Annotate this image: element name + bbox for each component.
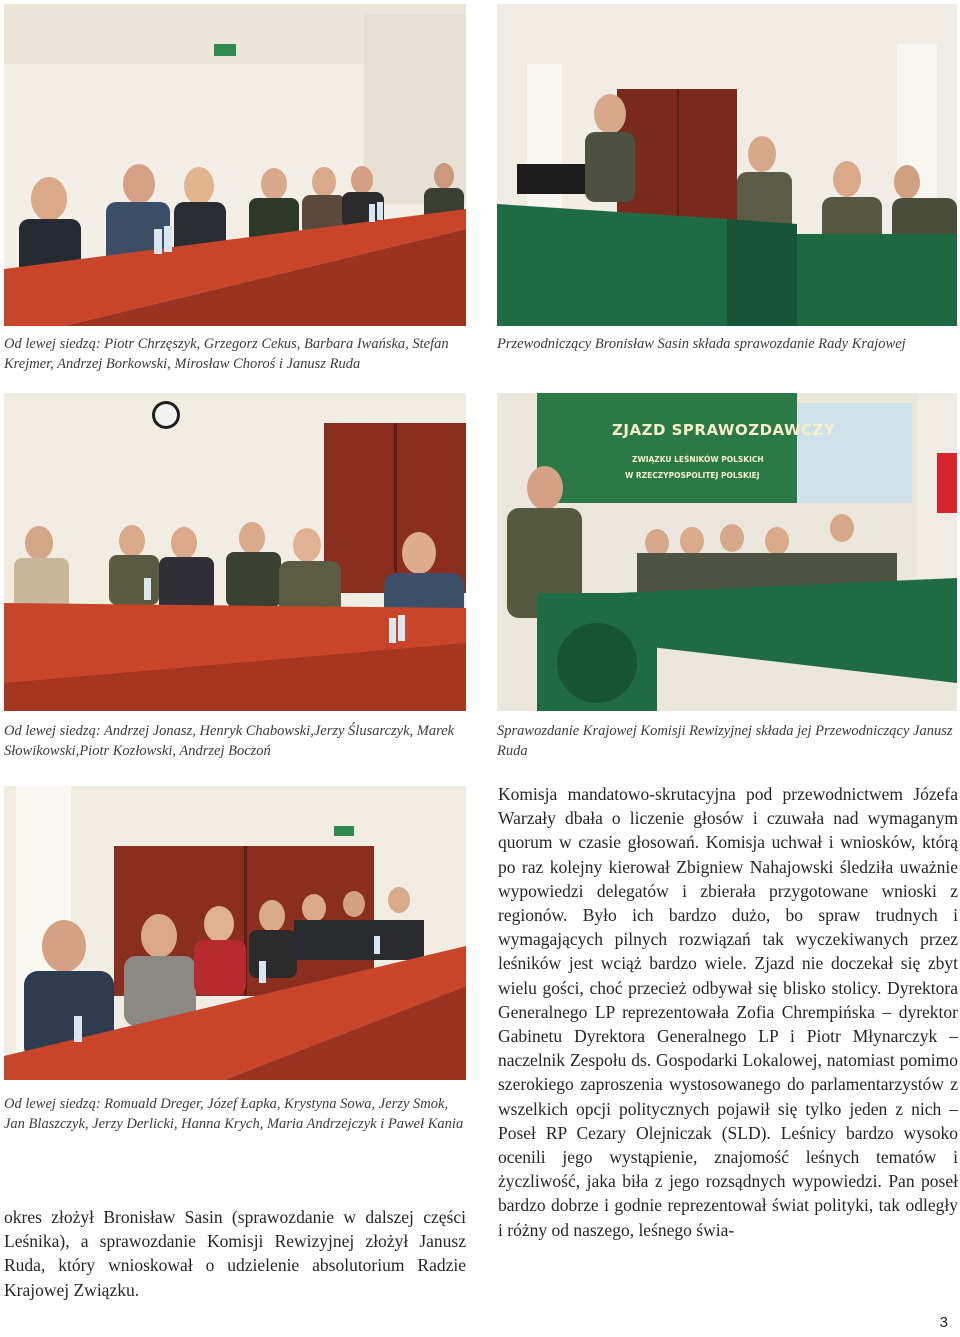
banner-line-2: W RZECZYPOSPOLITEJ POLSKIEJ bbox=[625, 471, 760, 480]
photo-caption: Od lewej siedzą: Piotr Chrzęszyk, Grzegorz Cekus, Barbara Iwańska, Stefan Krejmer, Andrzej Borkowski, Mirosław Choroś i Janusz Ruda bbox=[4, 336, 449, 372]
photo-caption: Od lewej siedzą: Andrzej Jonasz, Henryk Chabowski,Jerzy Ślusarczyk, Marek Słowikowski,Piotr Kozłowski, Andrzej Boczoń bbox=[4, 723, 455, 759]
photo-audit-commission-report bbox=[497, 393, 957, 711]
photo-delegates-row-2 bbox=[4, 393, 466, 711]
photo-chairman-report bbox=[497, 4, 957, 326]
photo-delegates-row-3 bbox=[4, 786, 466, 1080]
photo-caption: Sprawozdanie Krajowej Komisji Rewizyjnej składa jej Przewodniczący Janusz Ruda bbox=[497, 723, 953, 759]
article-text-right: Komisja mandatowo-skrutacyjna pod przewodnictwem Józefa Warzały dbała o liczenie głosów i czuwała nad wymaganym quorum w czasie głosowań. Komisja uchwał i wniosków, którą po raz kolejny kierował Zbigniew Nahajowski śledziła uważnie wypowiedzi delegatów i zbierała przygotowane wnioski z regionów. Było ich bardzo dużo, bo spraw trudnych i wymagających pilnych rozwiązań tak wyczekiwanych przez leśników jest wciąż bardzo wiele. Zjazd nie doczekał się zbyt wielu gości, choć przecież odbywał się blisko stolicy. Dyrektora Generalnego LP reprezentowała Zofia Chrempińska – dyrektor Gabinetu Dyrektora Generalnego LP i Piotr Młynarczyk – naczelnik Zespołu ds. Gospodarki Lokalowej, natomiast pomimo szerokiego zaproszenia wystosowanego do parlamentarzystów z wszelkich opcji politycznych pojawił się tylko jeden z nich – Poseł RP Cezary Olejniczak (SLD). Leśnicy bardzo wysoko ocenili jego wystąpienie, znajomość leśnych tematów i życzliwość, jaka biła z jego rozsądnych wypowiedzi. Pan poseł bardzo dobrze i godnie reprezentował świat polityki, tak odległy i różny od naszego, leśnego świa- bbox=[498, 784, 958, 1240]
photo-caption: Od lewej siedzą: Romuald Dreger, Józef Łapka, Krystyna Sowa, Jerzy Smok, Jan Blaszczyk, Jerzy Derlicki, Hanna Krych, Maria Andrzejczyk i Paweł Kania bbox=[4, 1096, 464, 1132]
photo-delegates-row-1 bbox=[4, 4, 466, 326]
banner-title: ZJAZD SPRAWOZDAWCZY bbox=[612, 421, 836, 439]
photo-caption: Przewodniczący Bronisław Sasin składa sprawozdanie Rady Krajowej bbox=[497, 336, 906, 352]
article-text-left: okres złożył Bronisław Sasin (sprawozdanie w dalszej części Leśnika), a sprawozdanie Komisji Rewizyjnej złożył Janusz Ruda, który wnioskował o udzielenie absolutorium Radzie Krajowej Związku. bbox=[4, 1207, 466, 1300]
page-number: 3 bbox=[939, 1314, 948, 1331]
banner-line-1: ZWIĄZKU LEŚNIKÓW POLSKICH bbox=[632, 455, 764, 464]
